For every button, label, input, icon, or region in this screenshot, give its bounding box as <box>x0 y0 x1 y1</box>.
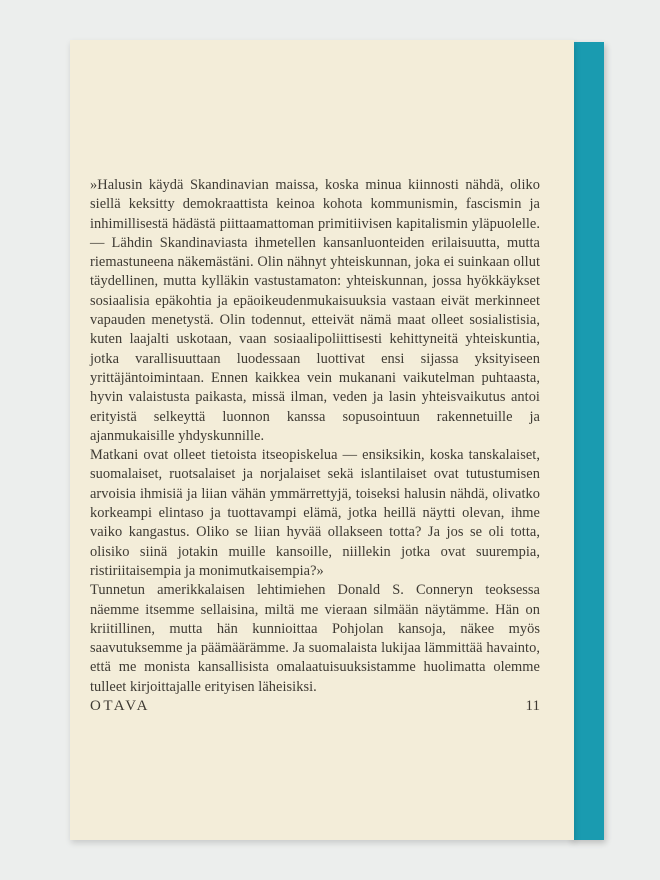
blurb-paragraph-1: »Halusin käydä Skandinavian maissa, koska minua kiinnosti nähdä, oliko siellä keksitty demokraattista keinoa kohota kommunismin, fascismin ja inhimillisestä hädästä piittaamattoman primitiivisen kapitalismin yläpuolelle. — Lähdin Skandinaviasta ihmetellen kansanluonteiden erilaisuutta, mutta riemastuneena näkemästäni. Olin nähnyt yhteiskunnan, joka ei suinkaan ollut täydellinen, mutta kylläkin vastustamaton: yhteiskunnan, jossa hyökkäykset sosiaalisia epäkohtia ja epäoikeudenmukaisuuksia vastaan eivät merkinneet vapauden menetystä. Olin todennut, etteivät nämä maat olleet sosialistisia, kuten laajalti uskotaan, vaan sosiaalipoliittisesti kehittyneitä yhteiskuntia, jotka varallisuuttaan luodessaan luottivat ensi sijassa yksityiseen yrittäjäntoimintaan. Ennen kaikkea vein mukanani vaikutelman puhtaasta, hyvin valaistusta paikasta, missä ilman, veden ja lasin yhteisvaikutus antoi erityistä selkeyttä luonnon kanssa sopusointuun rakennetuille ja ajanmukaisille yhdyskunnille. <box>90 177 540 444</box>
blurb-paragraph-3: Tunnetun amerikkalaisen lehtimiehen Donald S. Conneryn teoksessa näemme itsemme sellaisina, miltä me vieraan silmään näytämme. Hän on kriitillinen, mutta hän kunnioittaa Pohjolan kansoja, näkee myös saavutuksemme ja päämäärämme. Ja suomalaista lukijaa lämmittää havainto, että me monista kansallisista omalaatuisuuksistamme huolimatta olemme tulleet kirjoittajalle erityisen läheisiksi. <box>90 582 540 695</box>
blurb-text <box>90 176 540 697</box>
blurb-paragraph-2: Matkani ovat olleet tietoista itseopiskelua — ensiksikin, koska tanskalaiset, suomalaiset, ruotsalaiset ja norjalaiset sekä islantilaiset ovat tutustumisen arvoisia ihmisiä ja liian vähän ymmärrettyjä, toiseksi halusin nähdä, olivatko korkeampi elintaso ja tuottavampi elämä, jotka heillä näytti olevan, ihme vaiko kangastus. Oliko se liian hyvää ollakseen totta? Ja jos se oli totta, olisiko siinä jotakin muille kansoille, niillekin jotka ovat suurempia, ristiriitaisempia ja monimutkaisempia?» <box>90 447 540 579</box>
cover-footer <box>90 698 540 715</box>
publisher-name: OTAVA <box>90 698 150 714</box>
classification-code: 11 <box>525 698 540 714</box>
book-spine <box>570 42 604 840</box>
